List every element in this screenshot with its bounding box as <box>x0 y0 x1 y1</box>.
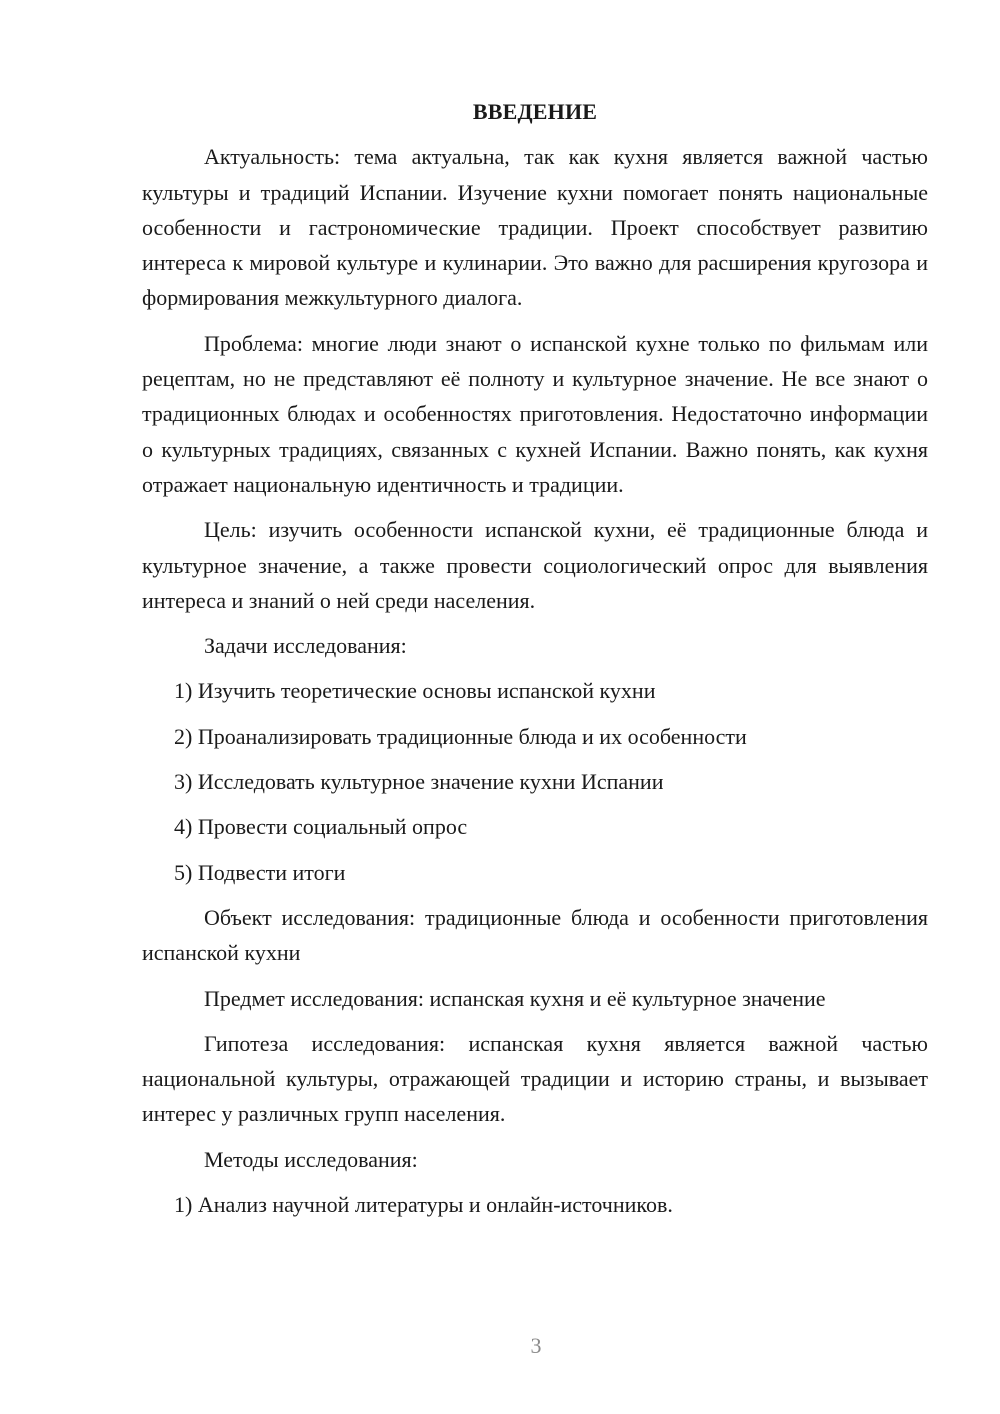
task-item: 1) Изучить теоретические основы испанской кухни <box>174 678 656 704</box>
page-title: ВВЕДЕНИЕ <box>472 99 598 124</box>
method-item: 1) Анализ научной литературы и онлайн-источников. <box>174 1192 673 1218</box>
task-item: 5) Подвести итоги <box>174 859 346 885</box>
problem-paragraph: Проблема: многие люди знают о испанской кухне только по фильмам или рецептам, но не представляют её полноту и культурное значение. Не все знают о традиционных блюдах и особенностях приготовления. Недостаточно информации о культурных традициях, связанных с кухней Испании. Важно понять, как кухня отражает национальную идентичность и традиции. <box>142 330 928 497</box>
subject-paragraph: Предмет исследования: испанская кухня и её культурное значение <box>204 985 826 1011</box>
page-number: 3 <box>530 1333 542 1358</box>
relevance-paragraph: Актуальность: тема актуальна, так как кухня является важной частью культуры и традиций Испании. Изучение кухни помогает понять национальные особенности и гастрономические традиции. Проект способствует развитию интереса к мировой культуре и кулинарии. Это важно для расширения кругозора и формирования межкультурного диалога. <box>142 144 928 311</box>
methods-heading: Методы исследования: <box>204 1146 418 1172</box>
object-paragraph: Объект исследования: традиционные блюда и особенности приготовления испанской кухни <box>142 904 928 966</box>
tasks-heading: Задачи исследования: <box>204 633 407 659</box>
task-item: 3) Исследовать культурное значение кухни Испании <box>174 769 664 795</box>
goal-paragraph: Цель: изучить особенности испанской кухни, её традиционные блюда и культурное значение, а также провести социологический опрос для выявления интереса и знаний о ней среди населения. <box>142 517 928 613</box>
hypothesis-paragraph: Гипотеза исследования: испанская кухня является важной частью национальной культуры, отражающей традиции и историю страны, и вызывает интерес у различных групп населения. <box>142 1030 928 1127</box>
task-item: 2) Проанализировать традиционные блюда и их особенности <box>174 723 747 749</box>
page-body <box>142 94 928 1232</box>
task-item: 4) Провести социальный опрос <box>174 814 468 840</box>
